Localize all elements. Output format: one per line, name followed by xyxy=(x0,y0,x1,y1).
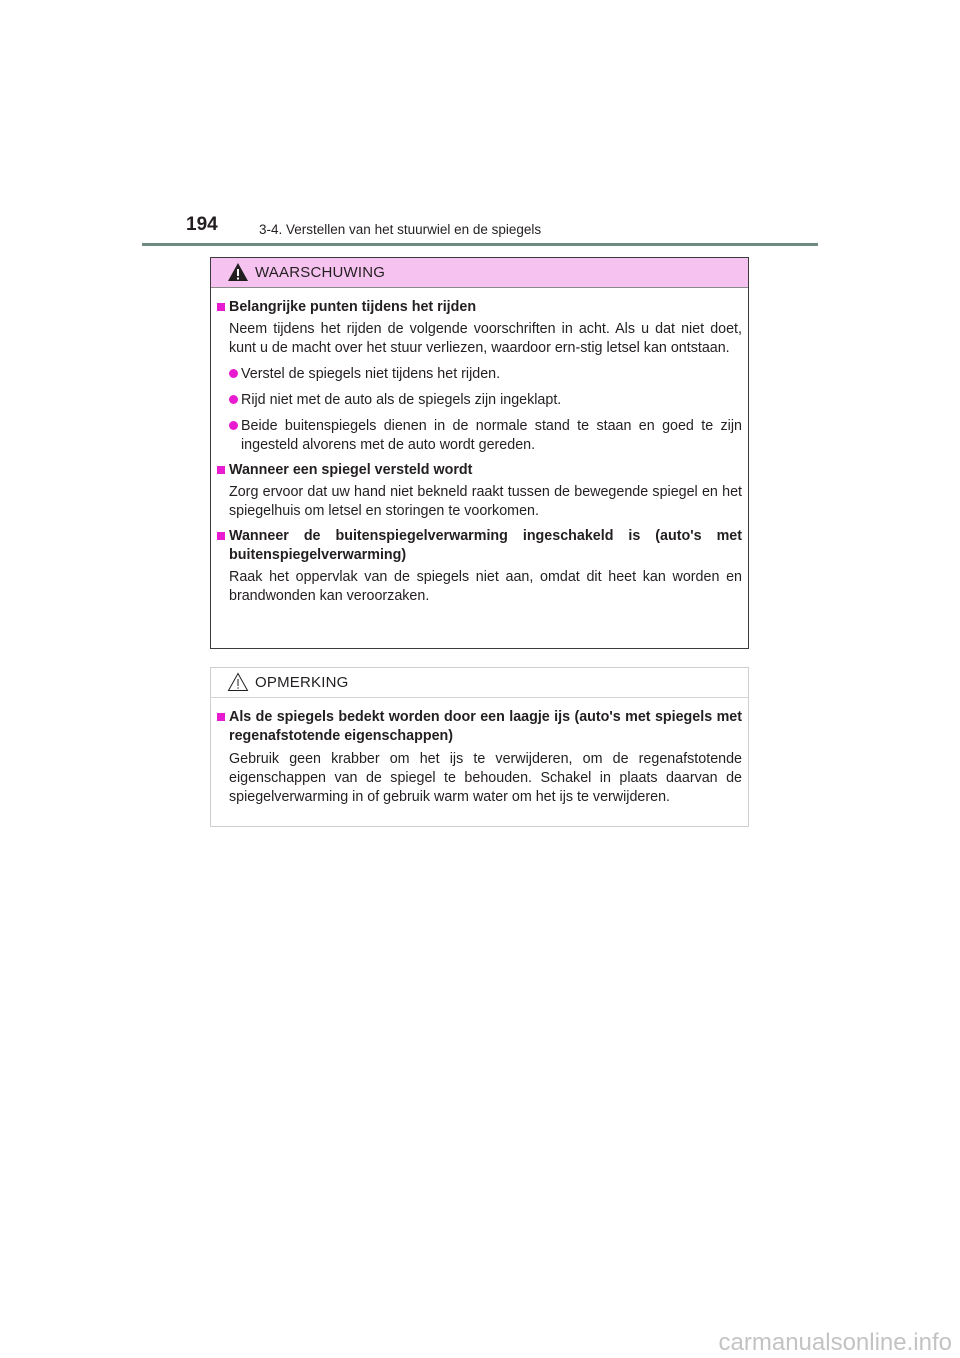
round-bullet-icon xyxy=(229,395,238,404)
warning-item-paragraph: Zorg ervoor dat uw hand niet bekneld raakt tussen de bewegende spiegel en het spiegelhuis om letsel en storingen te voorkomen. xyxy=(229,484,742,519)
warning-item xyxy=(217,461,742,521)
warning-box xyxy=(210,257,749,649)
note-item xyxy=(217,708,742,807)
warning-item-paragraph: Neem tijdens het rijden de volgende voorschriften in acht. Als u dat niet doet, kunt u de macht over het stuur verliezen, waardoor ern-stig letsel kan ontstaan. xyxy=(229,321,742,356)
warning-body xyxy=(211,288,748,606)
warning-bullet xyxy=(229,417,742,455)
note-item-paragraph: Gebruik geen krabber om het ijs te verwijderen, om de regenafstotende eigenschappen van de spiegel te behouden. Schakel in plaats daarvan de spiegelverwarming in of gebruik warm water om het ijs te verwijderen. xyxy=(229,751,742,805)
round-bullet-icon xyxy=(229,369,238,378)
warning-item xyxy=(217,298,742,455)
warning-label: WAARSCHUWING xyxy=(255,264,386,281)
warning-bullet-text: Beide buitenspiegels dienen in de normale stand te staan en goed te zijn ingesteld alvorens met de auto wordt gereden. xyxy=(241,418,742,453)
warning-header xyxy=(211,258,748,288)
warning-bullet xyxy=(229,365,742,384)
square-bullet-icon xyxy=(217,466,225,474)
warning-item-title: Belangrijke punten tijdens het rijden xyxy=(229,299,477,315)
note-header xyxy=(211,668,748,698)
page-number: 194 xyxy=(186,214,218,235)
square-bullet-icon xyxy=(217,532,225,540)
note-item-title: Als de spiegels bedekt worden door een laagje ijs (auto's met spiegels met regenafstotende eigenschappen) xyxy=(229,709,742,744)
note-label: OPMERKING xyxy=(255,674,349,691)
caution-outline-icon xyxy=(227,672,249,692)
square-bullet-icon xyxy=(217,713,225,721)
square-bullet-icon xyxy=(217,303,225,311)
note-body xyxy=(211,698,748,807)
warning-bullet-text: Verstel de spiegels niet tijdens het rijden. xyxy=(241,366,501,382)
header-rule xyxy=(142,243,818,246)
note-box xyxy=(210,667,749,827)
warning-item xyxy=(217,527,742,606)
warning-item-paragraph: Raak het oppervlak van de spiegels niet aan, omdat dit heet kan worden en brandwonden kan veroorzaken. xyxy=(229,569,742,604)
warning-bullet xyxy=(229,391,742,410)
warning-item-title: Wanneer een spiegel versteld wordt xyxy=(229,462,473,478)
watermark-bar xyxy=(0,1329,960,1358)
warning-item-title: Wanneer de buitenspiegelverwarming ingeschakeld is (auto's met buitenspiegelverwarming) xyxy=(229,528,742,563)
section-title: 3-4. Verstellen van het stuurwiel en de spiegels xyxy=(259,222,542,237)
warning-bullet-text: Rijd niet met de auto als de spiegels zijn ingeklapt. xyxy=(241,392,562,408)
warning-icon xyxy=(227,262,249,282)
round-bullet-icon xyxy=(229,421,238,430)
watermark-text: carmanualsonline.info xyxy=(718,1329,952,1356)
